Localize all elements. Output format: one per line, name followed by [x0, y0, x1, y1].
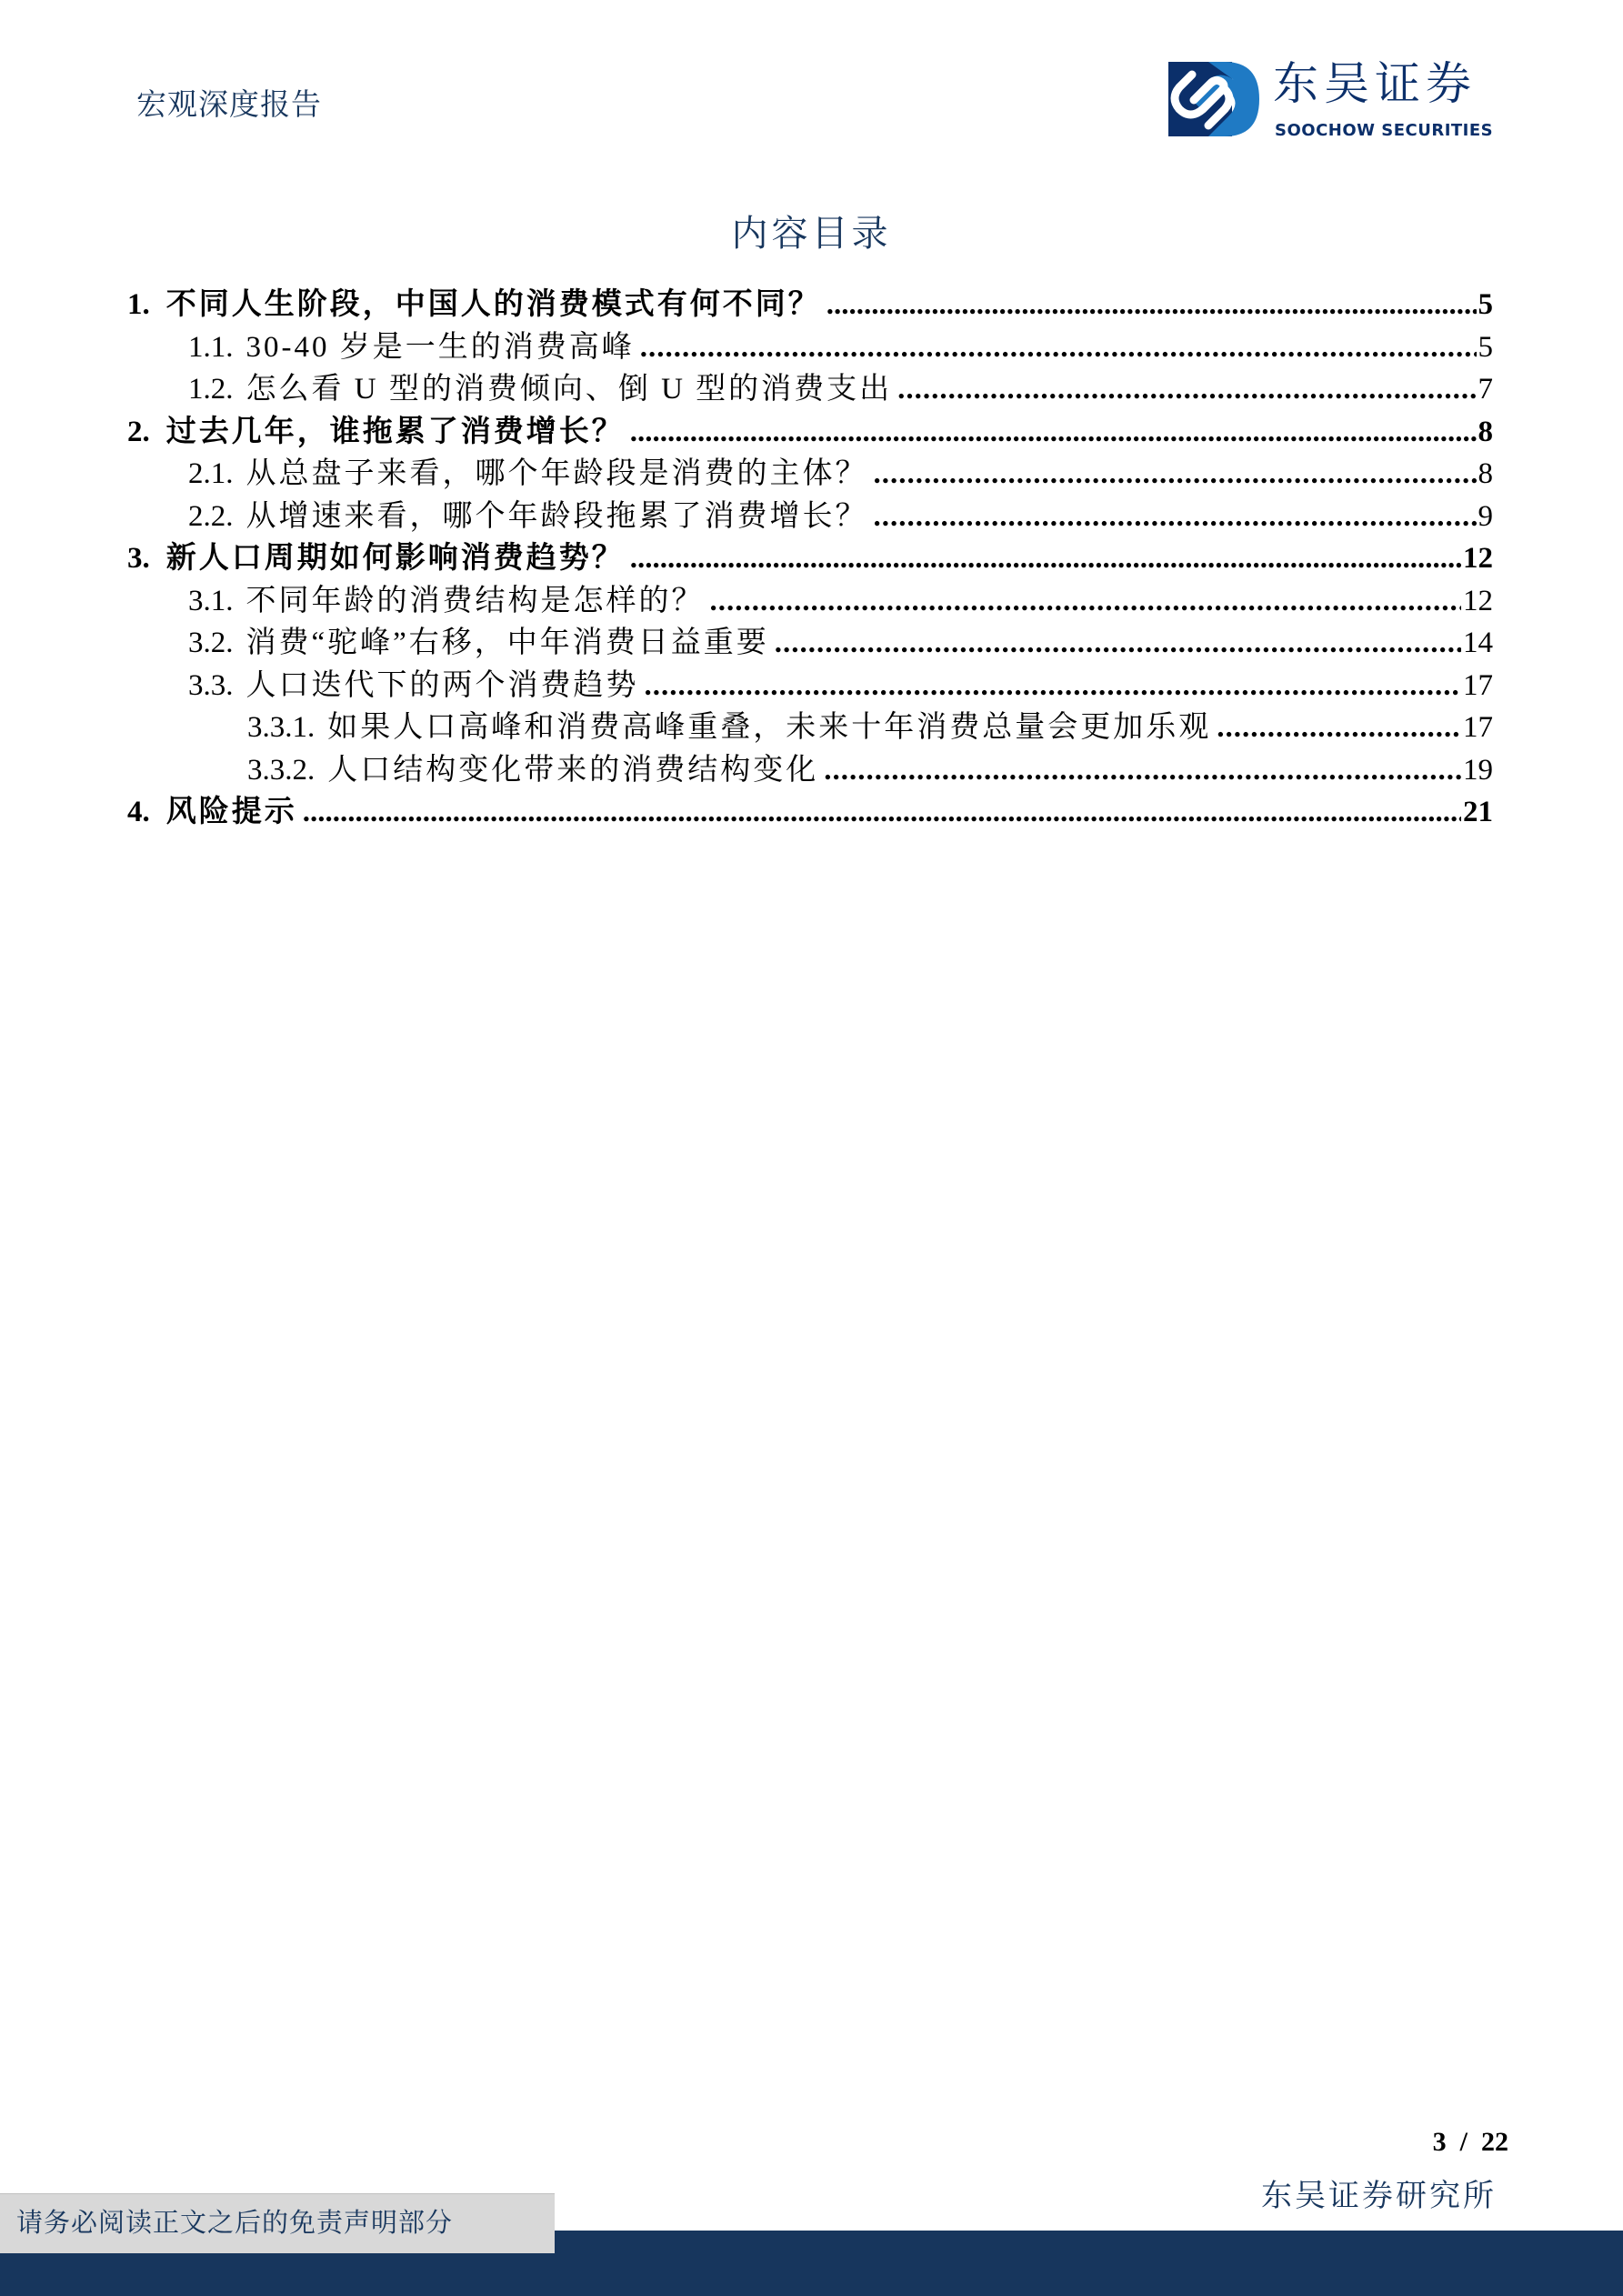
toc-entry-text: 风险提示	[165, 796, 297, 828]
toc-leader-dots	[710, 580, 1462, 622]
toc-entry-text: 怎么看 U 型的消费倾向、倒 U 型的消费支出	[245, 373, 893, 406]
toc-entry-page: 7	[1478, 373, 1493, 406]
toc-entry-text: 消费“驼峰”右移，中年消费日益重要	[245, 627, 769, 659]
toc-entry[interactable]	[127, 284, 1493, 326]
toc-entry-number: 4.	[127, 796, 150, 828]
toc-entry-number: 3.2.	[188, 627, 234, 659]
toc-entry-page: 5	[1478, 288, 1493, 321]
disclaimer-box	[0, 2193, 555, 2253]
toc-leader-dots	[874, 496, 1477, 537]
toc-entry[interactable]	[127, 622, 1493, 665]
table-of-contents	[127, 284, 1493, 834]
toc-leader-dots	[824, 749, 1461, 791]
toc-entry-page: 14	[1463, 627, 1493, 659]
toc-entry-number: 2.1.	[188, 457, 234, 490]
footer-organization: 东吴证券研究所	[1261, 2180, 1497, 2213]
toc-entry-page: 19	[1463, 753, 1493, 787]
toc-entry[interactable]	[127, 707, 1493, 749]
company-logo	[1168, 56, 1514, 147]
toc-leader-dots	[1217, 707, 1461, 748]
report-type-label: 宏观深度报告	[136, 89, 322, 122]
toc-entry-number: 3.1.	[188, 584, 234, 617]
toc-entry-text: 如果人口高峰和消费高峰重叠，未来十年消费总量会更加乐观	[327, 711, 1212, 744]
toc-entry-page: 8	[1478, 457, 1493, 490]
toc-leader-dots	[303, 791, 1461, 833]
toc-entry-number: 1.2.	[188, 373, 234, 406]
logo-cn-text: 东吴证券	[1273, 57, 1477, 110]
toc-leader-dots	[897, 368, 1476, 410]
toc-entry-number: 3.3.	[188, 668, 234, 702]
toc-entry-page: 21	[1463, 796, 1493, 828]
toc-entry-text: 不同年龄的消费结构是怎样的？	[245, 584, 705, 617]
toc-entry[interactable]	[127, 537, 1493, 580]
page-indicator: 3 / 22	[1432, 2127, 1508, 2157]
toc-leader-dots	[630, 537, 1461, 579]
toc-entry-page: 8	[1478, 415, 1493, 448]
toc-leader-dots	[775, 622, 1461, 664]
toc-entry[interactable]	[127, 496, 1493, 538]
toc-entry-text: 人口迭代下的两个消费趋势	[245, 668, 639, 702]
toc-leader-dots	[874, 453, 1477, 495]
disclaimer-text: 请务必阅读正文之后的免责声明部分	[16, 2209, 454, 2238]
toc-entry-number: 2.2.	[188, 499, 234, 533]
toc-entry[interactable]	[127, 411, 1493, 454]
toc-entry-page: 17	[1463, 668, 1493, 702]
toc-entry-page: 12	[1463, 542, 1493, 575]
toc-entry-text: 人口结构变化带来的消费结构变化	[327, 753, 819, 787]
toc-leader-dots	[630, 411, 1477, 453]
toc-entry-number: 3.	[127, 542, 150, 575]
toc-entry-text: 30-40 岁是一生的消费高峰	[245, 330, 635, 364]
toc-entry-page: 17	[1463, 711, 1493, 744]
toc-entry-page: 9	[1478, 499, 1493, 533]
toc-entry[interactable]	[127, 665, 1493, 707]
soochow-logo-icon	[1168, 62, 1259, 136]
toc-entry[interactable]	[127, 580, 1493, 623]
toc-entry[interactable]	[127, 368, 1493, 411]
logo-en-text: SOOCHOW SECURITIES	[1275, 121, 1494, 140]
toc-leader-dots	[640, 326, 1477, 368]
toc-entry-page: 5	[1478, 330, 1493, 364]
toc-entry[interactable]	[127, 749, 1493, 792]
toc-entry-number: 1.	[127, 288, 150, 321]
toc-entry-number: 3.3.1.	[247, 711, 316, 744]
toc-leader-dots	[645, 665, 1462, 707]
toc-entry[interactable]	[127, 326, 1493, 369]
toc-entry-text: 不同人生阶段，中国人的消费模式有何不同？	[165, 288, 821, 321]
toc-entry-text: 从总盘子来看，哪个年龄段是消费的主体？	[245, 457, 868, 490]
toc-entry-text: 从增速来看，哪个年龄段拖累了消费增长？	[245, 499, 868, 533]
toc-entry-number: 3.3.2.	[247, 753, 316, 787]
toc-entry[interactable]	[127, 453, 1493, 496]
toc-title: 内容目录	[731, 213, 892, 254]
toc-entry-number: 1.1.	[188, 330, 234, 364]
toc-entry[interactable]	[127, 791, 1493, 834]
toc-entry-number: 2.	[127, 415, 150, 448]
toc-entry-text: 过去几年，谁拖累了消费增长？	[165, 415, 625, 448]
toc-leader-dots	[827, 284, 1477, 326]
toc-entry-page: 12	[1463, 584, 1493, 617]
toc-entry-text: 新人口周期如何影响消费趋势？	[165, 542, 625, 575]
